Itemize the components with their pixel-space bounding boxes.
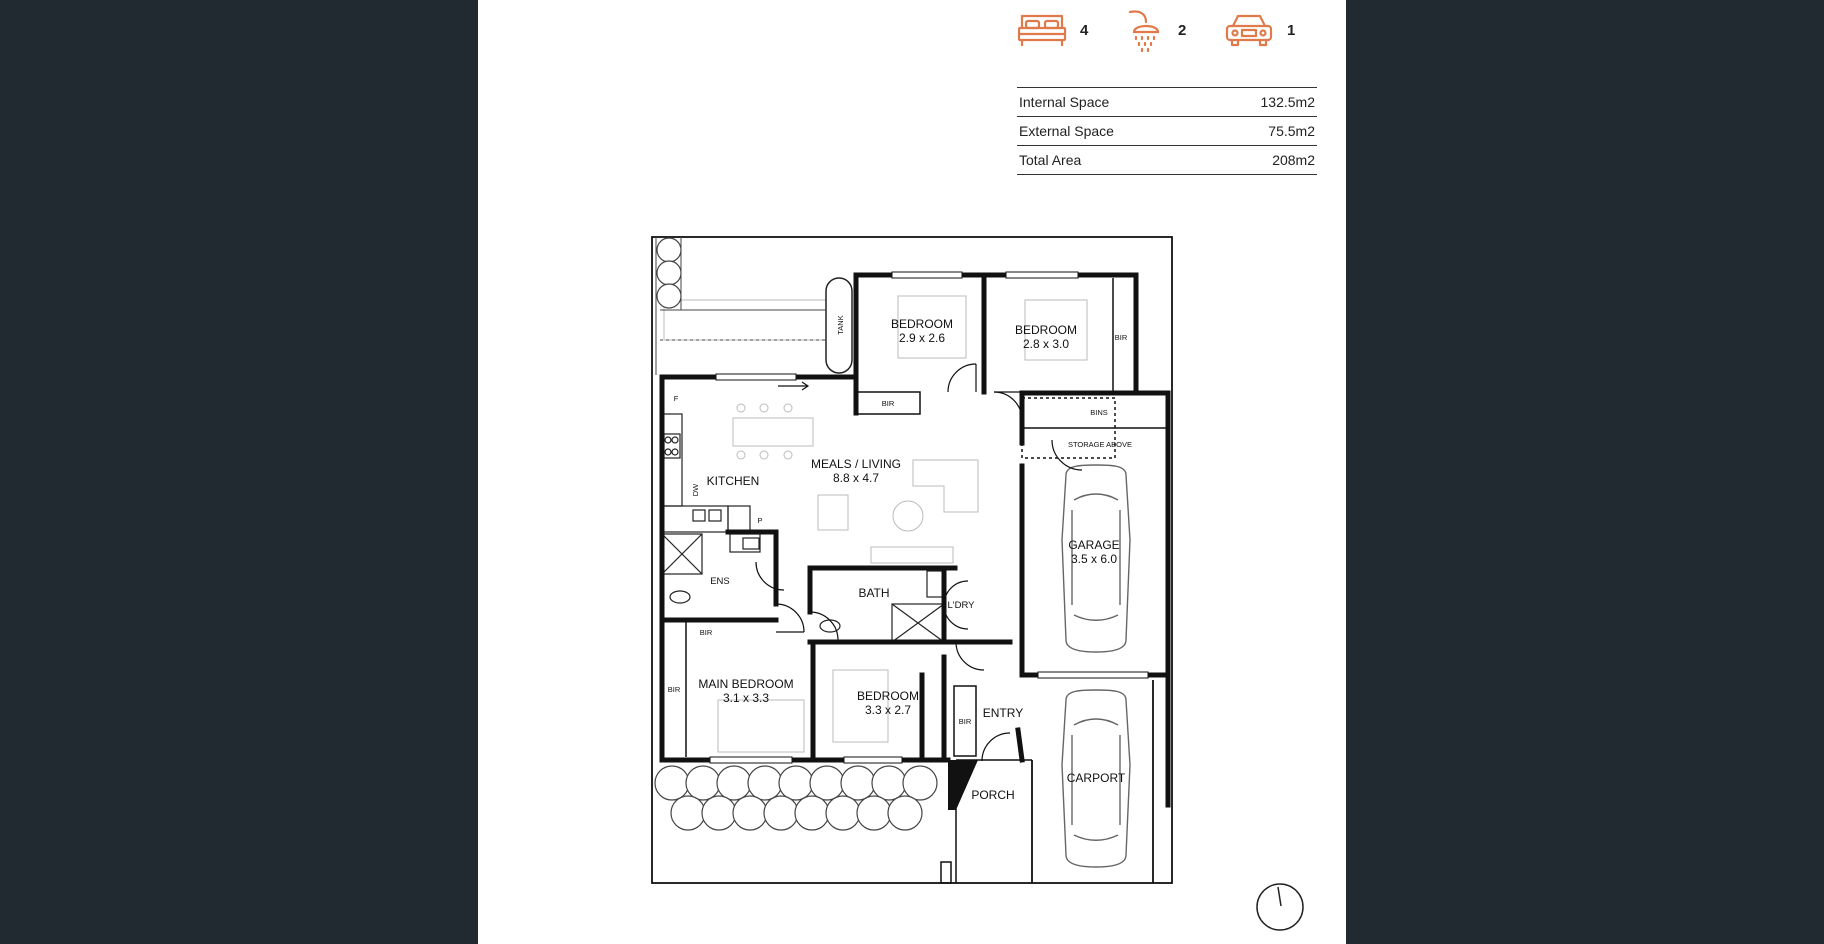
bedroom-b-name: BEDROOM (1014, 323, 1078, 337)
dishwasher-label: DW (691, 483, 700, 497)
meals-living-name: MEALS / LIVING (810, 457, 902, 471)
side-fence (656, 237, 826, 375)
bedroom-a-size: 2.9 x 2.6 (898, 331, 946, 345)
garage-name: GARAGE (1068, 538, 1120, 552)
bins-label: BINS (1090, 408, 1108, 417)
bedroom-c-name: BEDROOM (856, 689, 920, 703)
area-label: Total Area (1019, 152, 1082, 168)
kitchen-name: KITCHEN (706, 474, 760, 488)
floorplan-sheet (478, 0, 1346, 944)
bir-label: BIR (881, 399, 895, 408)
area-value: 75.5m2 (1268, 123, 1315, 139)
bir-label: BIR (667, 685, 681, 694)
bedroom-b-size: 2.8 x 3.0 (1022, 337, 1070, 351)
room-labels (698, 317, 1126, 802)
car-spaces-count: 1 (1287, 21, 1296, 39)
bir-label: BIR (1114, 333, 1128, 342)
bedrooms-count: 4 (1080, 21, 1089, 39)
bir-label: BIR (958, 717, 972, 726)
bir-label: BIR (699, 628, 713, 637)
area-value: 132.5m2 (1260, 94, 1315, 110)
pantry-label: P (757, 516, 763, 525)
meals-living-size: 8.8 x 4.7 (832, 471, 880, 485)
water-tank (826, 278, 852, 373)
area-label: Internal Space (1019, 94, 1110, 110)
porch-column (948, 760, 978, 810)
carport-name: CARPORT (1066, 771, 1126, 785)
slider-arrow (778, 382, 808, 390)
bedroom-c-size: 3.3 x 2.7 (864, 703, 912, 717)
bedroom-a-name: BEDROOM (890, 317, 954, 331)
fridge-label: F (673, 394, 679, 403)
area-value: 208m2 (1272, 152, 1315, 168)
entry-name: ENTRY (982, 706, 1024, 720)
tank-label: TANK (836, 315, 845, 335)
ensuite-name: ENS (710, 576, 730, 587)
north-compass-icon (1257, 884, 1303, 930)
area-label: External Space (1019, 123, 1114, 139)
porch-name: PORCH (971, 788, 1015, 802)
garage-size: 3.5 x 6.0 (1070, 552, 1118, 566)
main-bedroom-name: MAIN BEDROOM (698, 677, 794, 691)
floor-plan (478, 0, 1346, 944)
bath-name: BATH (858, 586, 890, 600)
laundry-name: L'DRY (947, 600, 975, 611)
main-bedroom-size: 3.1 x 3.3 (722, 691, 770, 705)
bathrooms-count: 2 (1178, 21, 1187, 39)
storage-above-label: STORAGE ABOVE (1067, 440, 1133, 449)
